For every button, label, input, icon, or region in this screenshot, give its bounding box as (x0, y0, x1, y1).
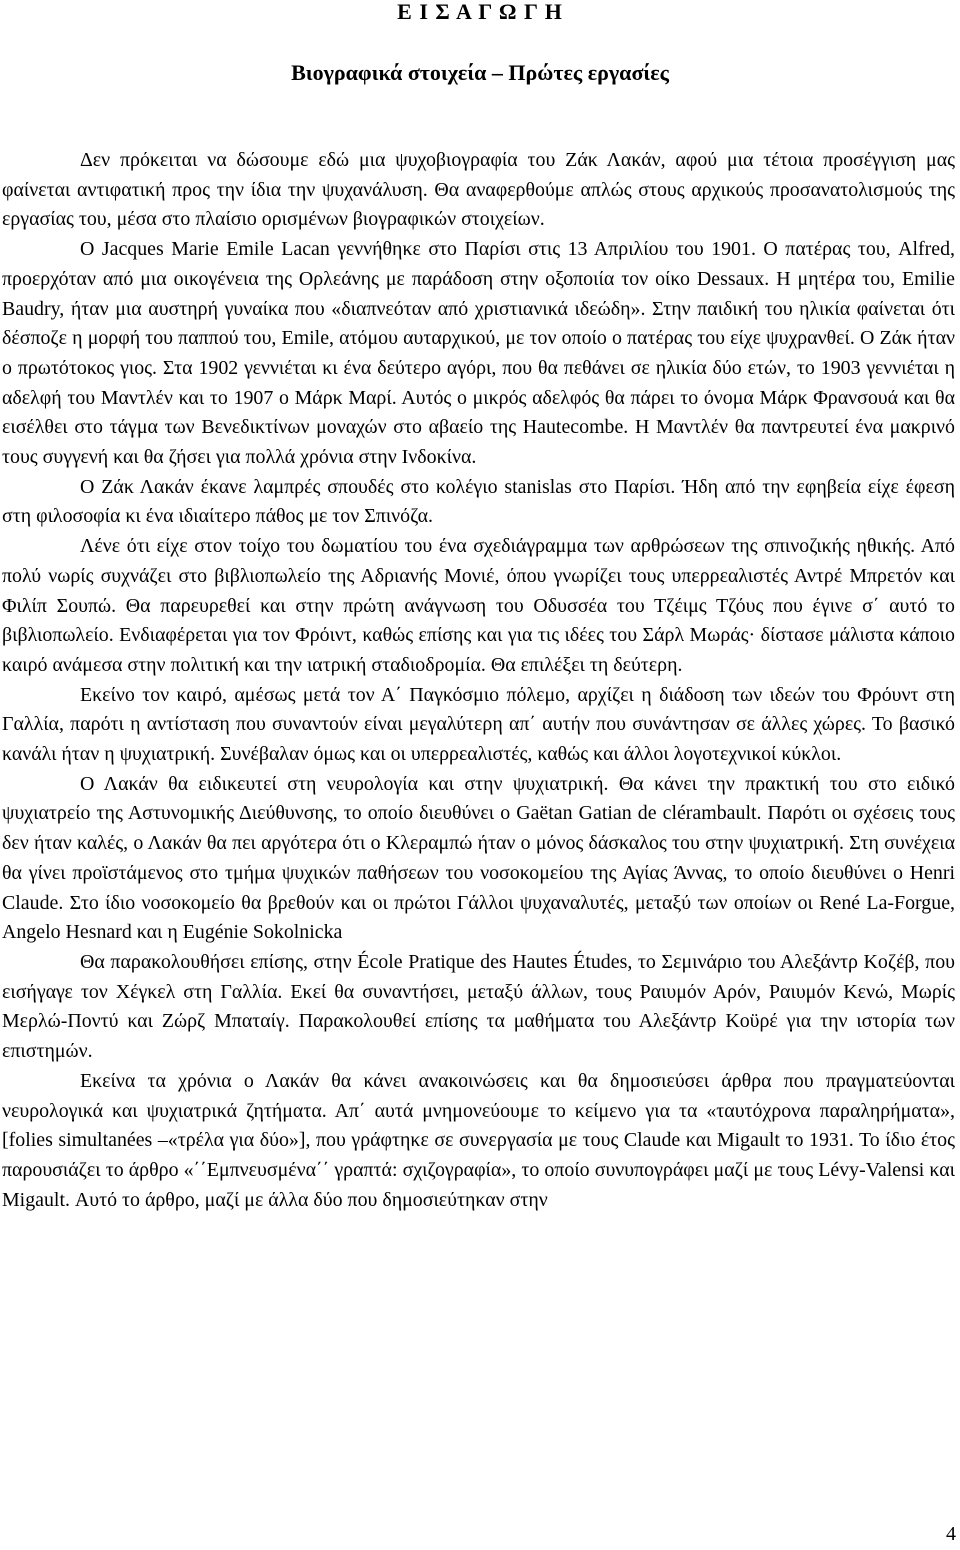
paragraph-spinoza: Λένε ότι είχε στον τοίχο του δωματίου του ένα σχεδιάγραμμα των αρθρώσεων της σπινοζικής ηθικής. Από πολύ νωρίς συχνάζει στο βιβλιοπωλείο της Αδριανής Μονιέ, όπου γνωρίζει τους υπερρεαλιστές Αντρέ Μπρετόν και Φιλίπ Σουπώ. Θα παρευρεθεί και στην πρώτη ανάγνωση του Οδυσσέα του Τζέιμς Τζόυς που έγινε σ΄ αυτό το βιβλιοπωλείο. Ενδιαφέρεται για τον Φρόιντ, καθώς επίσης και για τις ιδέες του Σάρλ Μωράς· δίστασε μάλιστα κάποιο καιρό ανάμεσα στην πολιτική και την ιατρική σταδιοδρομία. Θα επιλέξει τη δεύτερη. (2, 535, 955, 676)
paragraph-intro: Δεν πρόκειται να δώσουμε εδώ μια ψυχοβιογραφία του Ζάκ Λακάν, αφού μια τέτοια προσέγγιση μας φαίνεται αντιφατική προς την ίδια την ψυχανάλυση. Θα αναφερθούμε απλώς στους αρχικούς προσανατολισμούς της εργασίας του, μέσα στο πλαίσιο ορισμένων βιογραφικών στοιχείων. (2, 149, 955, 231)
body-text (2, 146, 955, 1215)
paragraph-birth: Ο Jacques Marie Emile Lacan γεννήθηκε στο Παρίσι στις 13 Απριλίου του 1901. Ο πατέρας του, Alfred, προερχόταν από μια οικογένεια της Ορλεάνης με παράδοση στην οξοποιία τον οίκο Dessaux. Η μητέρα του, Emilie Baudry, ήταν μια αυστηρή γυναίκα που «διαπνεόταν από χριστιανικά ιδεώδη». Στην παιδική του ηλικία φαίνεται ότι δέσποζε η μορφή του παππού του, Emile, ατόμου αυταρχικού, με τον οποίο ο πατέρας του είχε ψυχρανθεί. Ο Ζάκ ήταν ο πρωτότοκος γιος. Στα 1902 γεννιέται κι ένα δεύτερο αγόρι, που θα πεθάνει σε ηλικία δύο ετών, το 1903 γεννιέται η αδελφή του Μαντλέν και το 1907 ο Μάρκ Μαρί. Αυτός ο μικρός αδελφός θα πάρει το όνομα Μάρκ Φρανσουά και θα εισέλθει στο τάγμα των Βενεδικτίνων μοναχών στο αβαείο της Hautecombe. Η Μαντλέν θα παντρευτεί ένα μακρινό τους συγγενή και θα ζήσει για πολλά χρόνια στην Ινδοκίνα. (2, 238, 955, 469)
paragraph-freud-france: Εκείνο τον καιρό, αμέσως μετά τον Α΄ Παγκόσμιο πόλεμο, αρχίζει η διάδοση των ιδεών του Φρόυντ στη Γαλλία, παρότι η αντίσταση που συναντούν είναι μεγαλύτερη απ΄ αυτήν που συνάντησαν σε άλλες χώρες. Το βασικό κανάλι ήταν η ψυχιατρική. Συνέβαλαν όμως και οι υπερρεαλιστές, καθώς και άλλοι λογοτεχνικοί κύκλοι. (2, 683, 955, 766)
document-subtitle: Βιογραφικά στοιχεία – Πρώτες εργασίες (291, 60, 669, 85)
paragraph-kojeve: Θα παρακολουθήσει επίσης, στην École Pratique des Hautes Études, το Σεμινάριο του Αλεξάντρ Κοζέβ, που εισήγαγε τον Χέγκελ στη Γαλλία. Εκεί θα συναντήσει, μεταξύ άλλων, τους Ραιυμόν Αρόν, Ραιυμόν Κενώ, Μωρίς Μερλώ-Ποντύ και Ζώρζ Μπαταίγ. Παρακολουθεί επίσης τα μαθήματα του Αλεξάντρ Κοϋρέ για την ιστορία των επιστημών. (2, 950, 955, 1063)
document-title: Ε Ι Σ Α Γ Ω Γ Η (397, 0, 563, 24)
paragraph-studies: Ο Ζάκ Λακάν έκανε λαμπρές σπουδές στο κολέγιο stanislas στο Παρίσι. Ήδη από την εφηβεία είχε έφεση στη φιλοσοφία κι ένα ιδιαίτερο πάθος με τον Σπινόζα. (2, 475, 955, 528)
paragraph-publications: Εκείνα τα χρόνια ο Λακάν θα κάνει ανακοινώσεις και θα δημοσιεύσει άρθρα που πραγματεύονται νευρολογικά και ψυχιατρικά ζητήματα. Απ΄ αυτά μνημονεύουμε το κείμενο για τα «ταυτόχρονα παραληρήματα», [folies simultanées –«τρέλα για δύο»], που γράφτηκε σε συνεργασία με τους Claude και Migault το 1931. Το ίδιο έτος παρουσιάζει το άρθρο «΄΄Εμπνευσμένα΄΄ γραπτά: σχιζογραφία», το οποίο συνυπογράφει μαζί με τους Lévy-Valensi και Migault. Αυτό το άρθρο, μαζί με άλλα δύο που δημοσιεύτηκαν στην (2, 1069, 955, 1211)
page-number: 4 (946, 1523, 956, 1545)
paragraph-psychiatry: Ο Λακάν θα ειδικευτεί στη νευρολογία και στην ψυχιατρική. Θα κάνει την πρακτική του στο ειδικό ψυχιατρείο της Αστυνομικής Διεύθυνσης, το οποίο διευθύνει ο Gaëtan Gatian de clérambault. Παρότι οι σχέσεις τους δεν ήταν καλές, ο Λακάν θα πει αργότερα ότι ο Κλεραμπώ ήταν ο μόνος δάσκαλος του στην ψυχιατρική. Στη συνέχεια θα γίνει προϊστάμενος στο τμήμα ψυχικών παθήσεων του νοσοκομείου της Αγίας Άννας, το οποίο διευθύνει ο Henri Claude. Στο ίδιο νοσοκομείο θα βρεθούν και οι πρώτοι Γάλλοι ψυχαναλυτές, μεταξύ των οποίων οι René La-Forgue, Angelo Hesnard και η Eugénie Sokolnicka (2, 772, 955, 944)
